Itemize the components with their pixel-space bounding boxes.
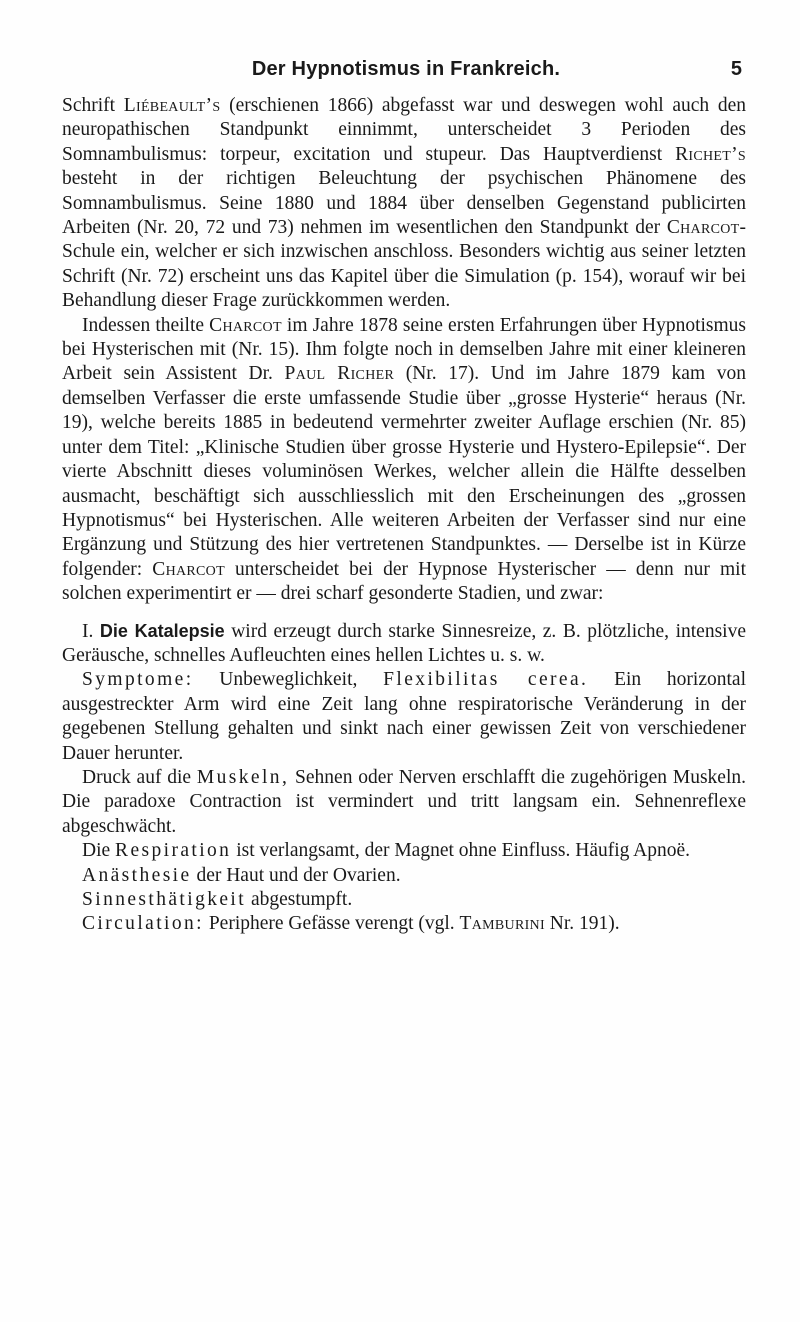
- anaesthesia-paragraph: [62, 864, 746, 888]
- author-name: Richet’s: [675, 143, 746, 165]
- symptoms-paragraph: [62, 668, 746, 766]
- running-title: Der Hypnotismus in Frankreich.: [251, 58, 561, 80]
- section-heading-paragraph: [62, 619, 746, 669]
- spaced-label: Respiration: [115, 840, 232, 862]
- author-name: Charcot: [666, 217, 740, 239]
- text-run: Nr. 191).: [544, 913, 620, 935]
- author-name: Paul Richer: [284, 363, 395, 385]
- page-number: 5: [730, 58, 742, 80]
- spaced-label: Circulation:: [82, 913, 204, 935]
- spaced-term: Flexibilitas cerea.: [383, 669, 589, 691]
- text-run: besteht in der richtigen Beleuchtung der psychischen Phänomene des Somnambulismus. Seine 1880 und 1884 über denselben Gegenstand publicirten Arbeiten (Nr. 20, 72 und 73) nehmen im wesentlichen den Standpunkt der: [62, 168, 746, 239]
- paragraph: [62, 314, 746, 607]
- section-heading: Die Katalepsie: [99, 620, 225, 641]
- author-name: Charcot: [209, 314, 282, 336]
- spaced-label: Muskeln,: [196, 766, 290, 788]
- text-run: der Haut und der Ovarien.: [191, 864, 401, 886]
- muscles-paragraph: [62, 766, 746, 839]
- text-run: Druck auf die: [82, 766, 197, 788]
- author-name: Liébeault’s: [123, 95, 221, 116]
- text-run: Schrift: [62, 95, 124, 116]
- text-run: Ein horizontal ausgestreckter Arm wird eine Zeit lang ohne respiratorische Veränderung in der gegebenen Stellung gehalten und sinkt nach einer gewissen Zeit von verschiedener Dauer herunter.: [62, 669, 746, 764]
- spaced-label: Sinnesthätigkeit: [82, 889, 247, 910]
- text-run: abgestumpft.: [246, 889, 353, 910]
- senses-paragraph: [62, 888, 746, 912]
- respiration-paragraph: [62, 839, 746, 863]
- text-run: (erschienen 1866) abgefasst war und deswegen wohl auch den neuropathischen Standpunkt einnimmt, unterscheidet 3 Perioden des Somnambulismus: torpeur, excitation und stupeur. Das Hauptverdienst: [62, 95, 746, 165]
- text-run: Periphere Gefässe verengt (vgl.: [203, 913, 460, 935]
- text-run: unterscheidet bei der Hypnose Hysterischer — denn nur mit solchen experimentirt er — drei scharf gesonderte Stadien, und zwar:: [62, 558, 747, 605]
- text-run: Sehnen oder Nerven erschlafft die zugehörigen Muskeln. Die paradoxe Contraction ist vermindert und tritt langsam ein. Sehnenreflexe abgeschwächt.: [62, 766, 746, 837]
- author-name: Tamburini: [459, 913, 545, 935]
- text-run: Indessen theilte: [82, 314, 210, 336]
- circulation-paragraph: [62, 912, 746, 936]
- text-run: (Nr. 17). Und im Jahre 1879 kam von demselben Verfasser die erste umfassende Studie über „grosse Hysterie“ heraus (Nr. 19), welche bereits 1885 in bedeutend vermehrter zweiter Auflage erschien (Nr. 85) unter dem Titel: „Klinische Studien über grosse Hysterie und Hystero-Epilepsie“. Der vierte Abschnitt dieses voluminösen Werkes, welcher allein die Hälfte desselben ausmacht, beschäftigt sich ausschliesslich mit den Erscheinungen des „grossen Hypnotismus“ bei Hysterischen. Alle weiteren Arbeiten der Verfasser sind nur eine Ergänzung und Stützung des hier vertretenen Standpunktes. — Derselbe ist in Kürze folgender:: [62, 363, 746, 580]
- text-run: im Jahre 1878 seine ersten Erfahrungen über Hypnotismus bei Hysterischen mit (Nr. 15). Ihm folgte noch in demselben Jahre mit einer kleineren Arbeit sein Assistent Dr.: [62, 314, 746, 385]
- spaced-label: Anästhesie: [82, 864, 192, 886]
- section-gap: [62, 607, 746, 619]
- text-run: -Schule ein, welcher er sich inzwischen anschloss. Besonders wichtig aus seiner letzten Schrift (Nr. 72) erscheint uns das Kapitel über die Simulation (p. 154), worauf wir bei Behandlung dieser Frage zurückkommen werden.: [62, 217, 746, 312]
- running-header: [70, 58, 742, 82]
- text-run: Die: [82, 840, 116, 862]
- paragraph: [62, 94, 746, 314]
- spaced-label: Symptome:: [82, 669, 194, 691]
- text-run: wird erzeugt durch starke Sinnesreize, z. B. plötzliche, intensive Geräusche, schnelles Aufleuchten eines hellen Lichtes u. s. w.: [62, 620, 746, 666]
- section-numeral: I.: [82, 620, 100, 642]
- author-name: Charcot: [152, 558, 225, 580]
- text-run: Unbeweglichkeit,: [193, 669, 384, 691]
- body-text: [62, 94, 746, 937]
- text-run: ist verlangsamt, der Magnet ohne Einfluss. Häufig Apnoë.: [231, 840, 691, 862]
